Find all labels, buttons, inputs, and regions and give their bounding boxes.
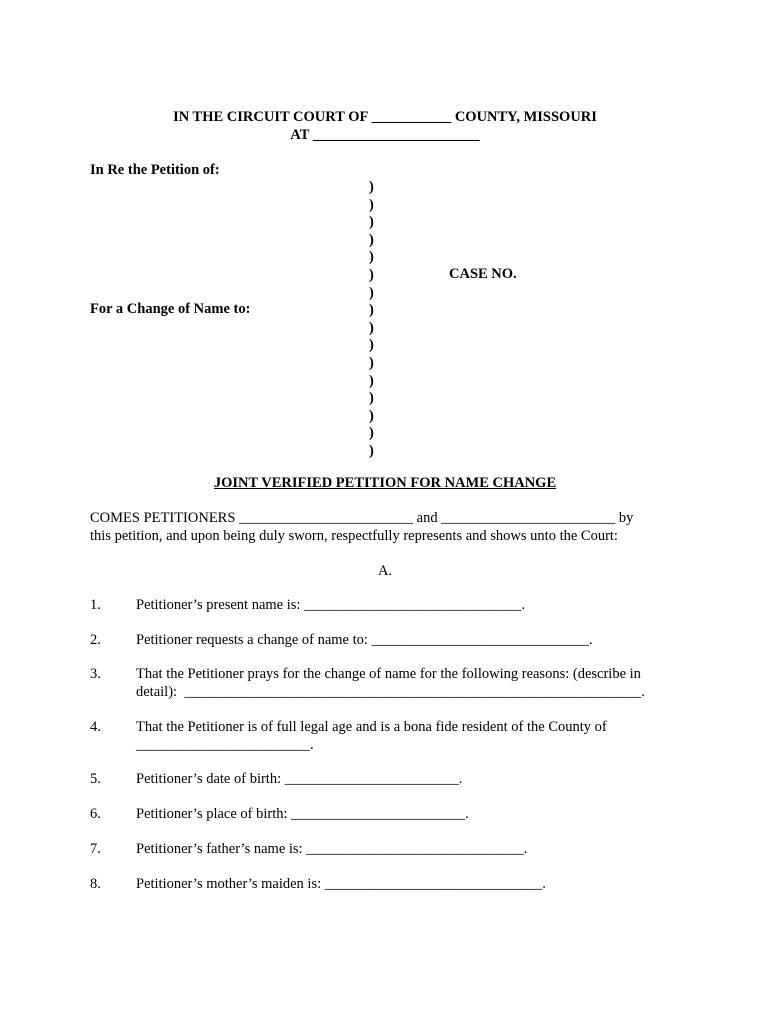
item-number: 5. <box>90 771 101 787</box>
change-of-name-label: For a Change of Name to: <box>90 301 251 317</box>
caption-paren: ) <box>369 372 374 389</box>
intro-line2: this petition, and upon being duly sworn, respectfully represents and shows unto the Court: <box>90 528 618 544</box>
item-number: 1. <box>90 597 101 613</box>
item-number: 7. <box>90 841 101 857</box>
item-number: 6. <box>90 806 101 822</box>
caption-paren: ) <box>369 196 374 213</box>
caption-paren: ) <box>369 249 374 266</box>
section-label: A. <box>377 563 393 579</box>
case-number-label: CASE NO. <box>449 266 517 282</box>
caption-paren: ) <box>369 302 374 319</box>
caption-paren: ) <box>369 284 374 301</box>
item-text: Petitioner’s date of birth: ________________________. <box>136 771 463 787</box>
item-text-continued: ________________________. <box>136 737 314 753</box>
item-text: Petitioner’s mother’s maiden is: ______________________________. <box>136 876 546 892</box>
caption-parenthesis-column <box>369 179 381 461</box>
item-text: Petitioner’s place of birth: ________________________. <box>136 806 469 822</box>
item-text: That the Petitioner is of full legal age and is a bona fide resident of the County of <box>136 719 607 735</box>
caption-paren: ) <box>369 266 374 283</box>
item-text: That the Petitioner prays for the change of name for the following reasons: (describe in <box>136 666 641 682</box>
item-text: Petitioner’s present name is: ______________________________. <box>136 597 526 613</box>
caption-paren: ) <box>369 354 374 371</box>
caption-paren: ) <box>369 337 374 354</box>
caption-paren: ) <box>369 179 374 195</box>
caption-paren: ) <box>369 442 374 459</box>
item-number: 3. <box>90 666 101 682</box>
item-number: 2. <box>90 632 101 648</box>
item-text: Petitioner requests a change of name to: ______________________________. <box>136 632 593 648</box>
caption-paren: ) <box>369 407 374 424</box>
in-re-petition-label: In Re the Petition of: <box>90 162 220 178</box>
caption-paren: ) <box>369 319 374 336</box>
court-header-line2: AT _______________________ <box>290 127 480 143</box>
caption-paren: ) <box>369 390 374 407</box>
intro-line1: COMES PETITIONERS ________________________ and ________________________ by <box>90 510 634 526</box>
item-text: Petitioner’s father’s name is: ______________________________. <box>136 841 528 857</box>
court-header-line1: IN THE CIRCUIT COURT OF ___________ COUNTY, MISSOURI <box>173 109 597 125</box>
petition-title: JOINT VERIFIED PETITION FOR NAME CHANGE <box>213 475 557 491</box>
caption-paren: ) <box>369 214 374 231</box>
item-number: 4. <box>90 719 101 735</box>
caption-paren: ) <box>369 231 374 248</box>
caption-paren: ) <box>369 425 374 442</box>
item-text-continued: detail): _______________________________________________________________. <box>136 684 645 700</box>
item-number: 8. <box>90 876 101 892</box>
